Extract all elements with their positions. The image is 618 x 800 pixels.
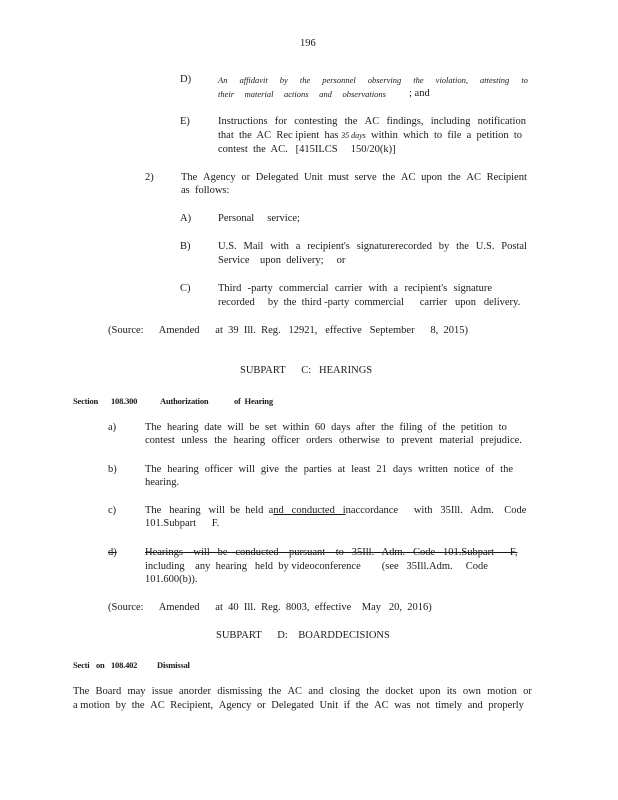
section-402-id: 108.402 bbox=[111, 660, 138, 670]
word: upon bbox=[421, 172, 443, 183]
word: within bbox=[282, 422, 310, 433]
word: parties bbox=[303, 464, 332, 475]
word: a bbox=[295, 241, 301, 252]
item-d-label: D) bbox=[180, 74, 192, 85]
word: U.S. bbox=[475, 241, 495, 252]
word: properly bbox=[488, 700, 524, 711]
item-2-line2: as follows: bbox=[181, 185, 230, 196]
word: give bbox=[260, 464, 279, 475]
subpart-c-heading: SUBPART C: HEARINGS bbox=[240, 365, 373, 376]
word: material bbox=[244, 89, 274, 99]
item-e-line2-pre: that the AC Rec ipient has bbox=[218, 130, 339, 141]
word: for bbox=[274, 116, 288, 127]
word: timely bbox=[435, 700, 463, 711]
word: written bbox=[418, 464, 448, 475]
item-d-line1 bbox=[218, 74, 528, 86]
word: to bbox=[386, 435, 395, 446]
sub-b-line2: Service upon delivery; or bbox=[218, 255, 346, 266]
word: or bbox=[241, 172, 251, 183]
word: the bbox=[380, 422, 394, 433]
word: signaturerecorded bbox=[356, 241, 432, 252]
word: prevent bbox=[401, 435, 433, 446]
word: Delegated bbox=[271, 700, 314, 711]
section-300-id: 108.300 bbox=[111, 396, 138, 406]
sub-b-line1 bbox=[218, 241, 527, 253]
word: own bbox=[462, 686, 481, 697]
word: by bbox=[438, 241, 450, 252]
word: must bbox=[328, 172, 349, 183]
section-402-title: Dismissal bbox=[157, 660, 190, 670]
section-402-on: on bbox=[96, 660, 105, 670]
word: prejudice. bbox=[480, 435, 522, 446]
sub-a-label: A) bbox=[180, 213, 192, 224]
word: AC bbox=[374, 700, 389, 711]
dismissal-para-line2 bbox=[73, 700, 524, 712]
word: date bbox=[204, 422, 222, 433]
word: was bbox=[394, 700, 411, 711]
word: if bbox=[343, 700, 351, 711]
item-c-line2: 101.Subpart F. bbox=[145, 518, 220, 529]
item-e-line3: contest the AC. [415ILCS 150/20(k)] bbox=[218, 144, 396, 155]
section-300-label: Section bbox=[73, 396, 99, 406]
word: actions bbox=[284, 89, 309, 99]
word: Unit bbox=[319, 700, 339, 711]
word: Board bbox=[95, 686, 122, 697]
item-d-line2: including any hearing held by videoconference (see 35Ill.Adm. Code bbox=[145, 561, 488, 572]
word: the bbox=[299, 75, 311, 85]
item-d-line3: 101.600(b)). bbox=[145, 574, 198, 585]
word: the bbox=[456, 241, 469, 252]
word: upon bbox=[419, 686, 441, 697]
item-a-line1 bbox=[145, 422, 507, 434]
word: with bbox=[270, 241, 289, 252]
word: 60 bbox=[314, 422, 326, 433]
word: to bbox=[498, 422, 507, 433]
word: the bbox=[500, 464, 513, 475]
item-d-struck-label: d) bbox=[108, 547, 117, 558]
word: the bbox=[366, 686, 380, 697]
word: or bbox=[256, 700, 266, 711]
item-a-line2 bbox=[145, 435, 522, 447]
item-e-line2-post: within which to file a petition to bbox=[370, 130, 523, 141]
word: of bbox=[427, 422, 437, 433]
word: not bbox=[416, 700, 430, 711]
source-note-2: (Source: Amended at 40 Ill. Reg. 8003, effective May 20, 2016) bbox=[108, 602, 432, 613]
word: observing bbox=[367, 75, 402, 85]
item-2-label: 2) bbox=[145, 172, 154, 183]
sub-c-line2: recorded by the third -party commercial carrier upon delivery. bbox=[218, 297, 521, 308]
word: Recipient bbox=[486, 172, 527, 183]
word: Mail bbox=[243, 241, 264, 252]
item-c-line1 bbox=[145, 505, 526, 517]
word: dismissing bbox=[217, 686, 263, 697]
word: AC bbox=[400, 172, 416, 183]
word: Instructions bbox=[218, 116, 268, 127]
sub-a-text: Personal service; bbox=[218, 213, 300, 224]
word: including bbox=[430, 116, 471, 127]
word: material bbox=[439, 435, 474, 446]
word: The bbox=[181, 172, 198, 183]
word: issue bbox=[151, 686, 173, 697]
word: Agency bbox=[218, 700, 252, 711]
word: findings, bbox=[386, 116, 424, 127]
word: violation, bbox=[435, 75, 469, 85]
word: recipient's bbox=[404, 283, 448, 294]
word: hearing bbox=[167, 422, 199, 433]
item-d-line2 bbox=[218, 88, 386, 100]
word: 21 bbox=[376, 464, 387, 475]
word: docket bbox=[385, 686, 414, 697]
word: Delegated bbox=[255, 172, 299, 183]
dismissal-para-line1 bbox=[73, 686, 532, 698]
word: the bbox=[447, 172, 461, 183]
word: otherwise bbox=[338, 435, 380, 446]
word: the bbox=[413, 75, 424, 85]
word: petition bbox=[460, 422, 493, 433]
item-e-line2 bbox=[218, 130, 522, 142]
word: contesting bbox=[294, 116, 338, 127]
word: and bbox=[308, 686, 324, 697]
word: may bbox=[127, 686, 146, 697]
word: officer bbox=[271, 435, 300, 446]
item-c-underlined: nd conducted i bbox=[273, 505, 346, 516]
item-d-line2-end: ; and bbox=[409, 88, 430, 99]
sub-c-label: C) bbox=[180, 283, 191, 294]
word: the bbox=[344, 116, 358, 127]
word: signature bbox=[453, 283, 492, 294]
word: days bbox=[331, 422, 351, 433]
word: least bbox=[351, 464, 371, 475]
word: the bbox=[131, 700, 145, 711]
word: and bbox=[467, 700, 483, 711]
word: anorder bbox=[178, 686, 212, 697]
word: recipient's bbox=[307, 241, 350, 252]
word: attesting bbox=[480, 75, 510, 85]
word: closing bbox=[329, 686, 360, 697]
item-b-line1 bbox=[145, 464, 513, 476]
word: The bbox=[145, 464, 162, 475]
word: to bbox=[521, 75, 528, 85]
word: hearing bbox=[233, 435, 266, 446]
item-b-line2: hearing. bbox=[145, 477, 180, 488]
item-e-label: E) bbox=[180, 116, 190, 127]
word: at bbox=[337, 464, 346, 475]
item-c-pre: The hearing will be held a bbox=[145, 505, 274, 516]
word: hearing bbox=[167, 464, 199, 475]
word: orders bbox=[306, 435, 333, 446]
word: the bbox=[355, 700, 369, 711]
word: Unit bbox=[304, 172, 323, 183]
word: An bbox=[218, 75, 228, 85]
word: U.S. bbox=[218, 241, 237, 252]
word: Third bbox=[218, 283, 242, 294]
word: unless bbox=[181, 435, 208, 446]
word: affidavit bbox=[239, 75, 268, 85]
word: The bbox=[73, 686, 90, 697]
word: and bbox=[319, 89, 332, 99]
word: Agency bbox=[203, 172, 236, 183]
word: after bbox=[356, 422, 376, 433]
word: or bbox=[523, 686, 532, 697]
word: the bbox=[268, 686, 282, 697]
word: Recipient, bbox=[170, 700, 214, 711]
word: Postal bbox=[501, 241, 527, 252]
word: will bbox=[227, 422, 244, 433]
word: the bbox=[442, 422, 456, 433]
item-d-struck-line1: Hearings will be conducted pursuant to 35Ill. Adm. Code 101.Subpart F, bbox=[145, 547, 518, 558]
section-300-title2: of Hearing bbox=[234, 396, 273, 406]
item-c-label: c) bbox=[108, 505, 117, 516]
word: with bbox=[368, 283, 388, 294]
word: days bbox=[392, 464, 413, 475]
word: their bbox=[218, 89, 235, 99]
word: notification bbox=[477, 116, 526, 127]
item-e-line2-italic: 35 days bbox=[341, 131, 366, 140]
item-c-post: naccordance with 35Ill. Adm. Code bbox=[345, 505, 527, 516]
word: the bbox=[382, 172, 396, 183]
sub-b-label: B) bbox=[180, 241, 191, 252]
word: filing bbox=[399, 422, 423, 433]
word: by bbox=[279, 75, 288, 85]
section-300-title1: Authorization bbox=[160, 396, 209, 406]
word: a bbox=[393, 283, 399, 294]
word: the bbox=[214, 435, 228, 446]
word: -party bbox=[247, 283, 273, 294]
word: AC bbox=[364, 116, 380, 127]
word: be bbox=[249, 422, 260, 433]
word: personnel bbox=[322, 75, 356, 85]
item-2-line1 bbox=[181, 172, 527, 184]
subpart-d-heading: SUBPART D: BOARDDECISIONS bbox=[216, 630, 390, 641]
word: by bbox=[115, 700, 127, 711]
word: a motion bbox=[73, 700, 111, 711]
item-a-label: a) bbox=[108, 422, 117, 433]
word: AC bbox=[466, 172, 481, 183]
word: commercial bbox=[279, 283, 329, 294]
word: notice bbox=[453, 464, 480, 475]
word: the bbox=[284, 464, 298, 475]
word: will bbox=[238, 464, 255, 475]
word: observations bbox=[342, 89, 386, 99]
word: AC bbox=[150, 700, 165, 711]
word: officer bbox=[204, 464, 233, 475]
item-b-label: b) bbox=[108, 464, 117, 475]
word: of bbox=[485, 464, 495, 475]
word: serve bbox=[354, 172, 377, 183]
word: its bbox=[446, 686, 457, 697]
word: carrier bbox=[334, 283, 363, 294]
word: set bbox=[265, 422, 277, 433]
word: motion bbox=[487, 686, 517, 697]
item-e-line1 bbox=[218, 116, 526, 128]
word: contest bbox=[145, 435, 175, 446]
section-402-label: Secti bbox=[73, 660, 90, 670]
page-number: 196 bbox=[300, 38, 316, 49]
word: AC bbox=[287, 686, 303, 697]
source-note-1: (Source: Amended at 39 Ill. Reg. 12921, effective September 8, 2015) bbox=[108, 325, 468, 336]
word: The bbox=[145, 422, 162, 433]
sub-c-line1 bbox=[218, 283, 492, 295]
